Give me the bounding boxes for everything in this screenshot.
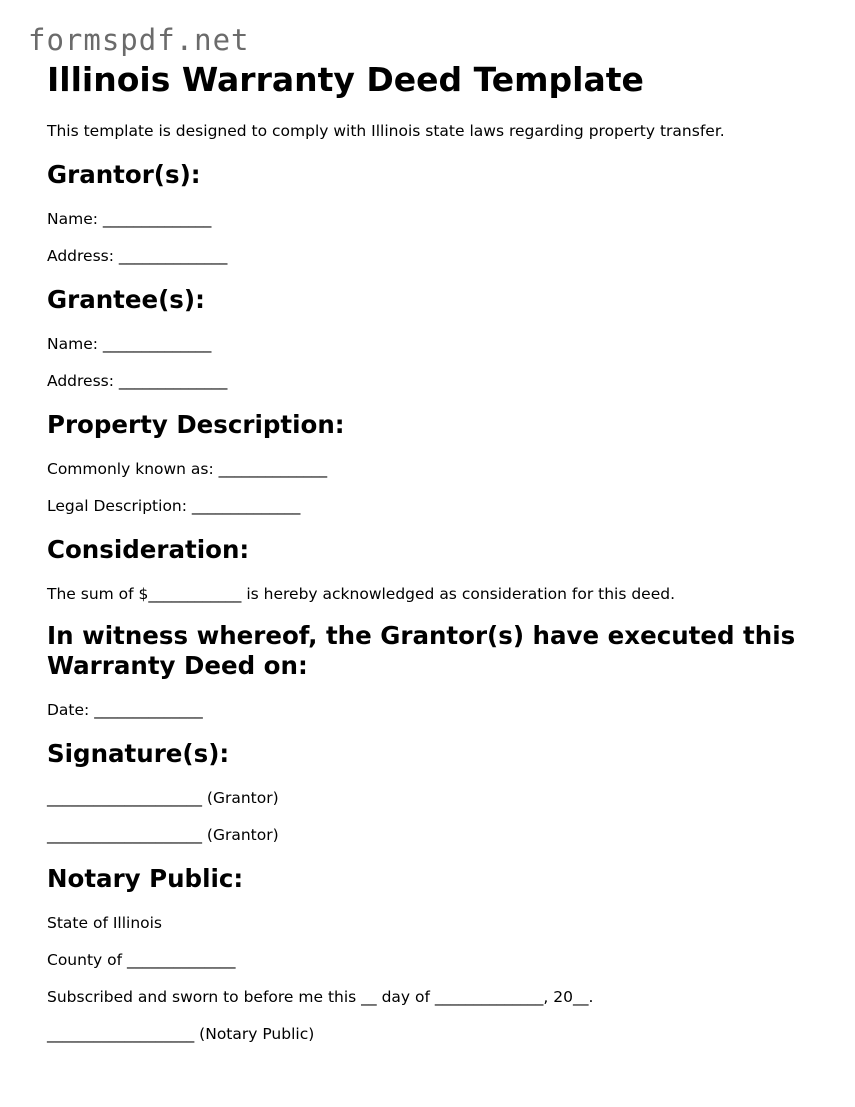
consideration-text: The sum of $____________ is hereby acknowledged as consideration for this deed. [47,585,676,603]
document [47,62,827,1043]
property-heading: Property Description: [47,410,345,439]
page-title: Illinois Warranty Deed Template [47,60,644,99]
signatures-heading: Signature(s): [47,739,230,768]
grantee-section [47,285,827,390]
grantee-address-field: Address: ______________ [47,372,228,390]
property-section [47,410,827,515]
consideration-section [47,535,827,603]
witness-heading: In witness whereof, the Grantor(s) have executed this Warranty Deed on: [47,621,796,680]
consideration-heading: Consideration: [47,535,250,564]
grantor-address-field: Address: ______________ [47,247,228,265]
property-legal-field: Legal Description: ______________ [47,497,301,515]
watermark-logo: formspdf.net [28,23,250,57]
notary-section [47,864,827,1043]
signatures-section [47,739,827,844]
notary-state: State of Illinois [47,914,163,932]
grantor-signature-line: ____________________ (Grantor) [47,826,279,844]
grantee-heading: Grantee(s): [47,285,205,314]
notary-county-field: County of ______________ [47,951,236,969]
notary-signature-line: ___________________ (Notary Public) [47,1025,315,1043]
grantor-section [47,160,827,265]
witness-date-field: Date: ______________ [47,701,203,719]
grantor-signature-line: ____________________ (Grantor) [47,789,279,807]
grantor-heading: Grantor(s): [47,160,201,189]
grantee-name-field: Name: ______________ [47,335,212,353]
witness-section [47,621,827,719]
property-common-field: Commonly known as: ______________ [47,460,328,478]
notary-sworn-text: Subscribed and sworn to before me this __ day of ______________, 20__. [47,988,594,1006]
notary-heading: Notary Public: [47,864,244,893]
intro-text: This template is designed to comply with Illinois state laws regarding property transfer. [47,122,725,140]
grantor-name-field: Name: ______________ [47,210,212,228]
